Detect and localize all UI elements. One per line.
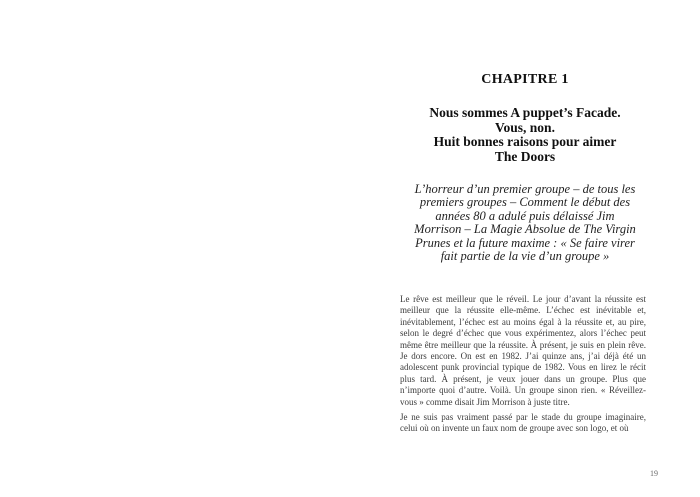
chapter-title-line: Huit bonnes raisons pour aimer	[433, 134, 617, 150]
chapter-summary: L’horreur d’un premier groupe – de tous les premiers groupes – Comment le début des années 80 a adulé puis délaissé Jim Morrison – La Magie Absolue de The Virgin Prunes et la future maxime : « Se faire virer fait partie de la vie d’un groupe »	[414, 182, 636, 264]
chapter-title	[350, 106, 700, 164]
chapter-title-line: Nous sommes A puppet’s Facade.	[429, 105, 621, 120]
chapter-title-line: The Doors	[494, 148, 556, 164]
chapter-title-line: Vous, non.	[495, 119, 555, 135]
chapter-opening-page	[350, 0, 700, 497]
body-paragraph: Le rêve est meilleur que le réveil. Le jour d’avant la réussite est meilleur que la réussite elle-même. L’échec est inévitable et, inévitablement, l’échec est au moins égal à la réussite et, au pire, selon le degré d’échec que vous expérimentez, alors l’échec peut même être meilleur que la réussite. À présent, je suis en plein rêve. Je dors encore. On est en 1982. J’ai quinze ans, j’ai déjà été un adolescent punk provincial typique de 1982. Vous en lirez le récit plus tard. À présent, je veux jouer dans un groupe. Plus que n’importe quoi d’autre. Voilà. Un groupe sinon rien. « Réveillez-vous » comme disait Jim Morrison à juste titre.	[400, 294, 646, 407]
body-text	[400, 294, 646, 435]
body-paragraph: Je ne suis pas vraiment passé par le stade du groupe imaginaire, celui où on invente un faux nom de groupe avec son logo, et où	[400, 412, 646, 434]
page-number: 19	[650, 469, 658, 478]
chapter-number-heading: CHAPITRE 1	[481, 72, 569, 87]
